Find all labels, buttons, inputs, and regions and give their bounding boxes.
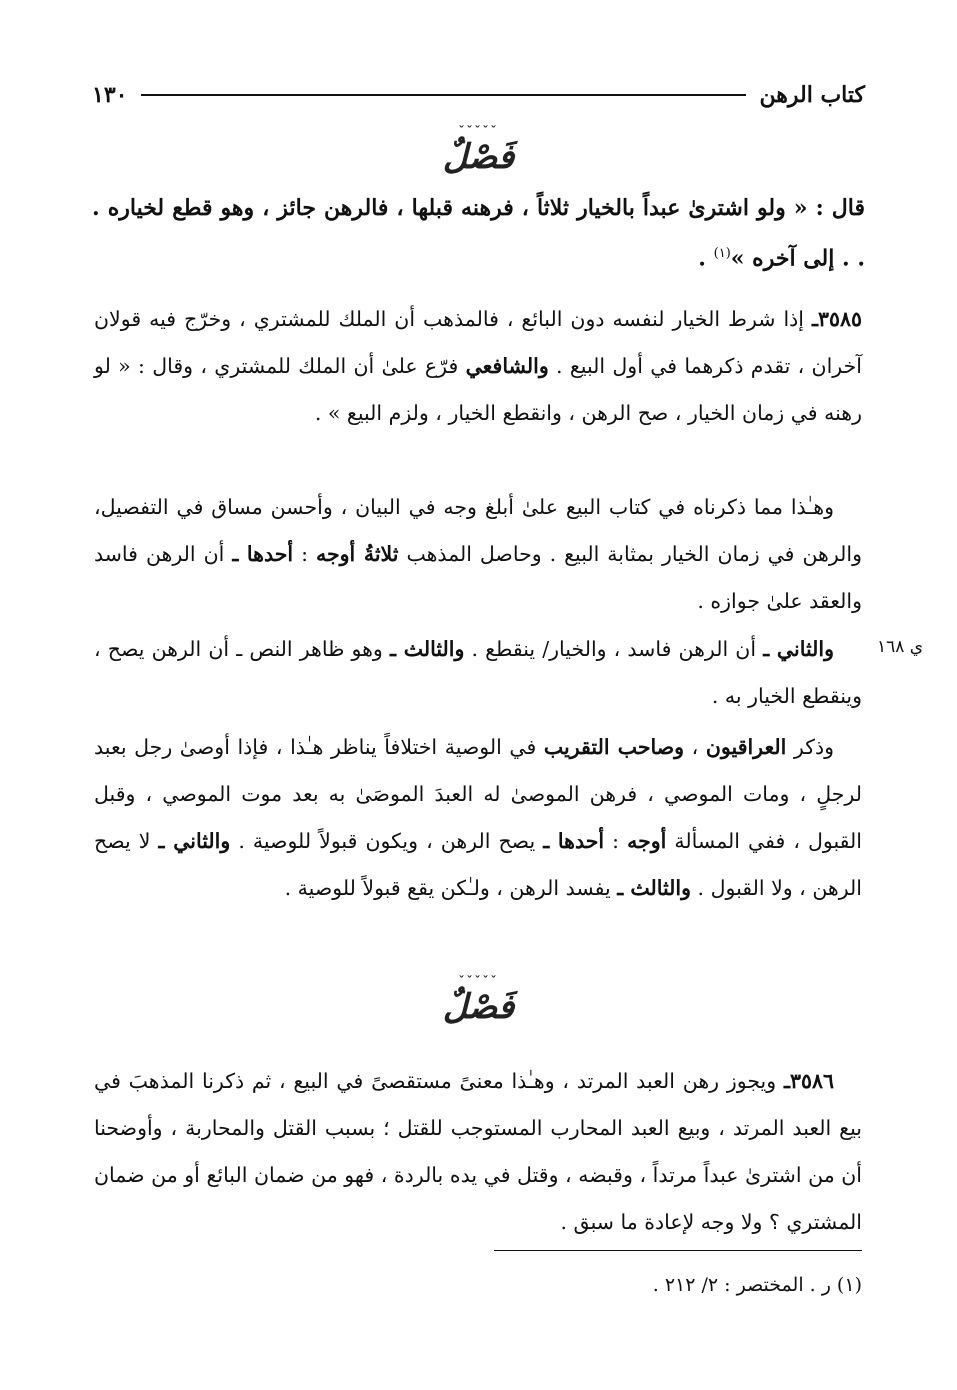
quote-tail: . (698, 245, 714, 272)
bold-term: والثالث ـ (389, 637, 465, 661)
paragraph-text: وهو ظاهر النص ـ أن الرهن يصح ، وينقطع الخيار به . (94, 637, 862, 708)
header-rule (141, 94, 745, 96)
section-heading-1 (0, 125, 957, 177)
bold-term: والشافعي (465, 354, 549, 378)
footnote-rule (494, 1250, 862, 1251)
paragraph-text: وهـٰذا مما ذكرناه في كتاب البيع علىٰ أبلغ وجه في البيان ، وأحسن مساق في التفصيل، والرهن في زمان الخيار بمثابة البيع . وحاصل المذهب (94, 495, 863, 566)
ornament-dots: ˇˇˇˇˇ (458, 974, 499, 988)
ornament-dots: ˇˇˇˇˇ (458, 124, 499, 138)
section-heading-text: فَصْلٌ (442, 987, 515, 1027)
page-number: ١٣٠ (92, 82, 128, 108)
paragraph-text: يفسد الرهن ، ولـٰكن يقع قبولاً للوصية . (284, 876, 618, 900)
bold-term: والثالث ـ (617, 876, 692, 900)
paragraph-text: ويجوز رهن العبد المرتد ، وهـٰذا معنىً مستقصىً في البيع ، ثم ذكرنا المذهبَ في بيع العبد المرتد ، وبيع العبد المحارب المستوجب للقتل ؛ بسبب القتل والمحاربة ، وأوضحنا أن من اشترىٰ عبداً مرتداً ، وقبضه ، وقتل في يده بالردة ، فهو من ضمان البائع أو من ضمان المشتري ؟ ولا وجه لإعادة ما سبق . (94, 1069, 862, 1234)
paragraph-text: يصح الرهن ، ويكون قبولاً للوصية . (230, 829, 544, 853)
paragraph-text: في الوصية اختلافاً يناظر هـٰذا ، فإذا أوصىٰ رجل بعبد لرجلٍ ، ومات الموصي ، فرهن الموصىٰ له العبدَ الموصَىٰ به بعد موت الموصي ، وقبل القبول ، ففي المسألة (94, 735, 862, 853)
section-heading-text: فَصْلٌ (442, 137, 515, 177)
footnote-ref: (١) (713, 246, 731, 261)
bold-term: والثاني ـ (158, 829, 231, 853)
paragraph-3585 (94, 296, 862, 437)
bold-term: أحدها ـ (543, 829, 605, 853)
paragraph-summary (94, 484, 862, 625)
margin-reference: ي ١٦٨ (877, 637, 924, 657)
footnote: (١) ر . المختصر : ٢/ ٢١٢ . (652, 1274, 862, 1296)
bold-term: أحدها ـ (232, 542, 294, 566)
paragraph-second (94, 626, 862, 720)
bold-term: وصاحب التقريب (543, 735, 685, 759)
bold-term: أوجه (627, 829, 667, 853)
paragraph-text: وذكر (786, 735, 835, 759)
paragraph-text: فرّع علىٰ أن الملك للمشتري ، وقال : « لو رهنه في زمان الخيار ، صح الرهن ، وانقطع الخيار ، ولزم البيع » . (94, 354, 862, 425)
bold-term: العراقيون (705, 735, 787, 759)
paragraph-iraqi (94, 724, 862, 912)
quote-lead: قال : « ولو اشترىٰ عبداً بالخيار ثلاثاً ، فرهنه قبلها ، فالرهن جائز ، وهو قطع لخياره . . . إلى آخره » (92, 195, 865, 272)
paragraph-3586 (94, 1058, 862, 1246)
running-header (92, 78, 865, 112)
paragraph-text: لا يصح الرهن ، ولا القبول . (94, 829, 862, 900)
quoted-text (92, 185, 865, 281)
paragraph-text: إذا شرط الخيار لنفسه دون البائع ، فالمذهب أن الملك للمشتري ، وخرّج فيه قولان آخران ، تقدم ذكرهما في أول البيع . (94, 307, 862, 378)
header-title: كتاب الرهن (759, 82, 865, 108)
paragraph-number: ٣٥٨٦ـ (783, 1069, 834, 1093)
paragraph-number: ٣٥٨٥ـ (811, 307, 862, 331)
bold-term: ثلاثةُ أوجه (315, 542, 399, 566)
bold-term: والثاني ـ (763, 637, 835, 661)
paragraph-text: أن الرهن فاسد والعقد علىٰ جوازه . (94, 542, 862, 613)
section-heading-2 (0, 975, 957, 1027)
paragraph-text: ، (684, 735, 706, 759)
paragraph-text: : (604, 829, 628, 853)
paragraph-text: أن الرهن فاسد ، والخيار/ ينقطع . (464, 637, 764, 661)
paragraph-text: : (293, 542, 316, 566)
